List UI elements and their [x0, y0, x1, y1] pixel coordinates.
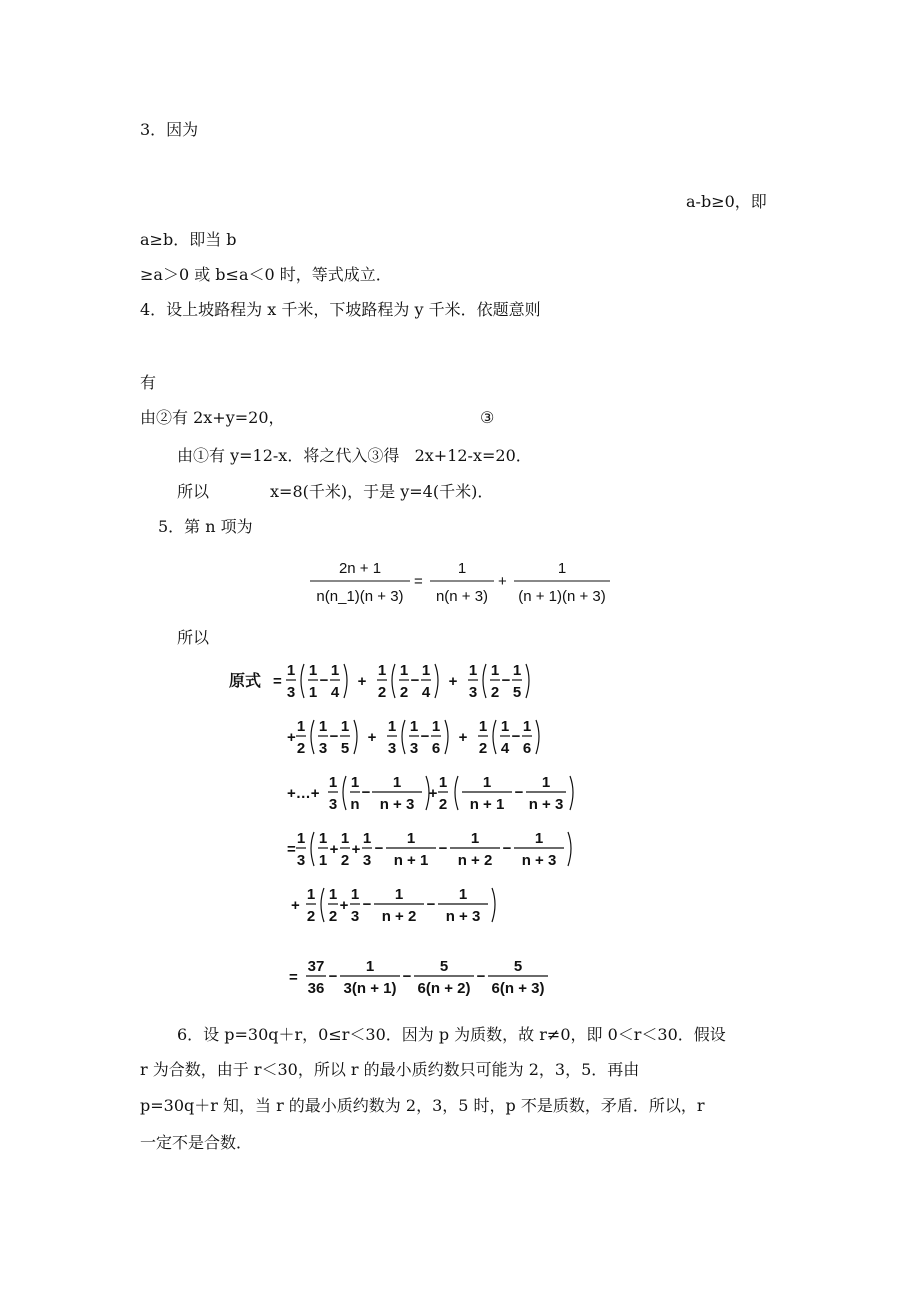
- svg-text:−: −: [410, 672, 420, 689]
- svg-text:1: 1: [438, 774, 448, 791]
- svg-text:1: 1: [308, 684, 318, 701]
- svg-text:1: 1: [457, 560, 467, 577]
- svg-text:1: 1: [296, 830, 306, 847]
- svg-text:+: +: [448, 673, 458, 690]
- svg-text:1: 1: [500, 718, 510, 735]
- svg-text:n + 2: n + 2: [457, 852, 493, 869]
- f1-denominator: n(n_1)(n + 3): [316, 588, 404, 605]
- svg-text:3: 3: [362, 852, 372, 869]
- svg-text:1: 1: [387, 718, 397, 735]
- svg-text:1: 1: [478, 718, 488, 735]
- svg-text:1: 1: [458, 886, 468, 903]
- svg-text:1: 1: [318, 852, 328, 869]
- svg-text:1: 1: [482, 774, 492, 791]
- svg-text:1: 1: [340, 830, 350, 847]
- svg-text:1: 1: [365, 958, 375, 975]
- para-6-line1: 6．设 p=30q＋r，0≤r＜30．因为 p 为质数，故 r≠0，即 0＜r＜30．假设: [177, 1025, 726, 1044]
- svg-text:−: −: [476, 968, 486, 985]
- svg-text:n(n + 3): n(n + 3): [435, 588, 489, 605]
- svg-text:−: −: [514, 784, 524, 801]
- svg-text:6(n + 3): 6(n + 3): [491, 980, 545, 997]
- svg-text:2: 2: [399, 684, 409, 701]
- svg-text:1: 1: [318, 718, 328, 735]
- svg-text:2: 2: [328, 908, 338, 925]
- para-3-result: a-b≥0，即: [686, 192, 767, 211]
- svg-text:2: 2: [296, 740, 306, 757]
- svg-text:4: 4: [500, 740, 510, 757]
- svg-text:+: +: [339, 897, 349, 914]
- svg-text:1: 1: [306, 886, 316, 903]
- svg-text:2: 2: [490, 684, 500, 701]
- svg-text:n + 3: n + 3: [528, 796, 564, 813]
- svg-text:1: 1: [421, 662, 431, 679]
- svg-text:1: 1: [409, 718, 419, 735]
- svg-text:36: 36: [307, 980, 325, 997]
- svg-text:1: 1: [470, 830, 480, 847]
- yuanshi-label: 原式: [229, 673, 262, 690]
- svg-text:−: −: [420, 728, 430, 745]
- svg-text:6(n + 2): 6(n + 2): [417, 980, 471, 997]
- f1-numerator: 2n + 1: [338, 560, 382, 577]
- svg-text:n + 1: n + 1: [393, 852, 429, 869]
- para-4-line-b: 由①有 y=12-x．将之代入③得 2x+12-x=20．: [177, 446, 532, 465]
- svg-text:1: 1: [512, 662, 522, 679]
- svg-text:−: −: [502, 840, 512, 857]
- svg-text:37: 37: [307, 958, 325, 975]
- para-5-heading: 5．第 n 项为: [158, 517, 253, 536]
- svg-text:=: =: [287, 841, 296, 858]
- svg-text:1: 1: [431, 718, 441, 735]
- svg-text:5: 5: [340, 740, 350, 757]
- svg-text:=: =: [289, 969, 298, 986]
- svg-text:−: −: [426, 896, 436, 913]
- svg-text:3: 3: [409, 740, 419, 757]
- svg-text:1: 1: [330, 662, 340, 679]
- svg-text:1: 1: [350, 774, 360, 791]
- svg-text:1: 1: [541, 774, 551, 791]
- svg-text:6: 6: [431, 740, 441, 757]
- svg-text:2: 2: [377, 684, 387, 701]
- svg-text:1: 1: [377, 662, 387, 679]
- svg-text:n + 2: n + 2: [381, 908, 417, 925]
- svg-text:3(n + 1): 3(n + 1): [343, 980, 397, 997]
- svg-text:+: +: [428, 785, 438, 802]
- svg-text:(n + 1)(n + 3): (n + 1)(n + 3): [518, 588, 606, 605]
- svg-text:4: 4: [330, 684, 340, 701]
- svg-text:n + 3: n + 3: [445, 908, 481, 925]
- svg-text:1: 1: [399, 662, 409, 679]
- svg-text:−: −: [361, 784, 371, 801]
- svg-text:1: 1: [340, 718, 350, 735]
- svg-text:3: 3: [318, 740, 328, 757]
- svg-text:1: 1: [406, 830, 416, 847]
- svg-text:1: 1: [534, 830, 544, 847]
- svg-text:1: 1: [286, 662, 296, 679]
- svg-text:2: 2: [438, 796, 448, 813]
- svg-text:2: 2: [478, 740, 488, 757]
- para-3-line2: a≥b．即当 b: [140, 230, 237, 249]
- svg-text:+: +: [291, 897, 300, 914]
- svg-text:1: 1: [557, 560, 567, 577]
- svg-text:1: 1: [394, 886, 404, 903]
- svg-text:−: −: [374, 840, 384, 857]
- svg-text:n + 3: n + 3: [521, 852, 557, 869]
- svg-text:+…+: +…+: [287, 785, 320, 802]
- svg-text:1: 1: [328, 886, 338, 903]
- svg-text:1: 1: [468, 662, 478, 679]
- svg-text:1: 1: [318, 830, 328, 847]
- circled-3-mark: ③: [480, 408, 495, 427]
- para-4-line-c: 所以 x=8(千米)，于是 y=4(千米)．: [177, 482, 494, 501]
- svg-text:−: −: [328, 968, 338, 985]
- svg-text:5: 5: [513, 958, 523, 975]
- para-4-heading: 4．设上坡路程为 x 千米，下坡路程为 y 千米．依题意则: [140, 300, 541, 319]
- svg-text:4: 4: [421, 684, 431, 701]
- svg-text:3: 3: [328, 796, 338, 813]
- svg-text:1: 1: [490, 662, 500, 679]
- para-6-line2: r 为合数，由于 r＜30，所以 r 的最小质约数只可能为 2，3，5．再由: [140, 1060, 640, 1079]
- svg-text:+: +: [357, 673, 367, 690]
- svg-text:2: 2: [340, 852, 350, 869]
- svg-text:n + 1: n + 1: [469, 796, 505, 813]
- svg-text:−: −: [362, 896, 372, 913]
- svg-text:n: n: [350, 796, 360, 813]
- svg-text:1: 1: [308, 662, 318, 679]
- svg-text:+: +: [367, 729, 377, 746]
- plus-sign: +: [498, 573, 507, 590]
- para-6-line4: 一定不是合数．: [140, 1133, 253, 1152]
- svg-text:3: 3: [468, 684, 478, 701]
- svg-text:−: −: [329, 728, 339, 745]
- svg-text:5: 5: [439, 958, 449, 975]
- svg-text:1: 1: [328, 774, 338, 791]
- svg-text:1: 1: [362, 830, 372, 847]
- para-5-suoyi: 所以: [177, 628, 210, 647]
- svg-text:6: 6: [522, 740, 532, 757]
- svg-text:1: 1: [392, 774, 402, 791]
- svg-text:3: 3: [387, 740, 397, 757]
- svg-text:+: +: [458, 729, 468, 746]
- para-6-line3: p=30q＋r 知，当 r 的最小质约数为 2，3，5 时，p 不是质数，矛盾．所以，r: [140, 1096, 705, 1115]
- svg-text:3: 3: [350, 908, 360, 925]
- para-4-you: 有: [140, 373, 157, 392]
- svg-text:5: 5: [512, 684, 522, 701]
- para-3-heading: 3．因为: [140, 120, 199, 139]
- para-4-line-a: 由②有 2x+y=20，: [140, 408, 285, 427]
- para-3-line3: ≥a＞0 或 b≤a＜0 时，等式成立．: [140, 265, 392, 284]
- svg-text:−: −: [501, 672, 511, 689]
- sum-derivation: [225, 658, 585, 1008]
- svg-text:−: −: [319, 672, 329, 689]
- nth-term-equation: [300, 550, 630, 612]
- svg-text:2: 2: [306, 908, 316, 925]
- svg-text:−: −: [511, 728, 521, 745]
- svg-text:1: 1: [350, 886, 360, 903]
- svg-text:3: 3: [296, 852, 306, 869]
- svg-text:1: 1: [522, 718, 532, 735]
- svg-text:n + 3: n + 3: [379, 796, 415, 813]
- svg-text:1: 1: [296, 718, 306, 735]
- svg-text:+: +: [329, 841, 339, 858]
- svg-text:+: +: [287, 729, 296, 746]
- svg-text:3: 3: [286, 684, 296, 701]
- svg-text:−: −: [438, 840, 448, 857]
- svg-text:−: −: [402, 968, 412, 985]
- svg-text:=: =: [273, 673, 282, 690]
- svg-text:+: +: [351, 841, 361, 858]
- equals-sign: =: [414, 573, 423, 590]
